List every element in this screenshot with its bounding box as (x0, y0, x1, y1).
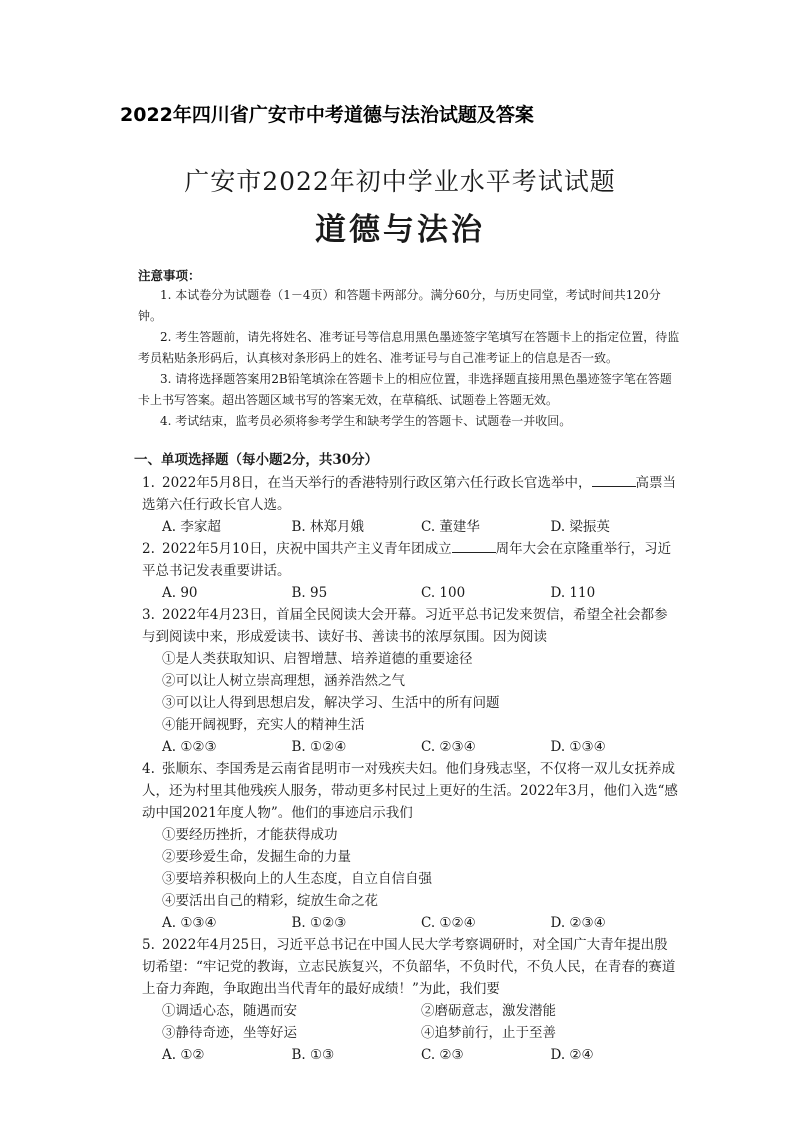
option: C. ②③④ (421, 739, 476, 755)
option: C. ①②④ (421, 915, 476, 931)
note-item: 2. 考生答题前，请先将姓名、准考证号等信息用黑色墨迹签字笔填写在答题卡上的指定位置，待监考员粘贴条形码后，认真核对条形码上的姓名、准考证号与自己准考证上的信息是否一致。 (138, 330, 680, 365)
option: C. ②③ (421, 1047, 464, 1063)
option: D. ①③④ (550, 739, 606, 755)
option: A. 90 (162, 585, 198, 601)
question-number: 3. (142, 607, 155, 623)
option: C. 董建华 (421, 519, 480, 535)
option: A. ①②③ (162, 739, 217, 755)
statement: ②磨砺意志，激发潜能 (421, 1003, 556, 1019)
statement: ④追梦前行，止于至善 (421, 1025, 556, 1041)
statement: ④要活出自己的精彩，绽放生命之花 (162, 893, 378, 909)
section-title: 一、单项选择题（每小题2分，共30分） (134, 452, 379, 468)
option: D. 110 (550, 585, 596, 601)
option: B. ①③ (291, 1047, 335, 1063)
question-4 (142, 758, 680, 824)
question-number: 4. (142, 761, 155, 777)
exam-subject: 道德与法治 (315, 212, 485, 248)
notes-block (120, 267, 680, 432)
statement: ②可以让人树立崇高理想，涵养浩然之气 (162, 673, 405, 689)
statements-row (162, 1022, 680, 1044)
option: D. 梁振英 (550, 519, 610, 535)
option: A. ①③④ (162, 915, 217, 931)
question-5 (142, 934, 680, 1000)
note-item: 4. 考试结束，监考员必须将参考学生和缺考学生的答题卡、试题卷一并收回。 (160, 414, 572, 428)
question-3 (142, 604, 680, 648)
note-item: 1. 本试卷分为试题卷（1－4页）和答题卡两部分。满分60分，与历史同堂，考试时间共120分钟。 (138, 288, 661, 323)
question-stem-part: 高票当选第六任行政长官人选。 (142, 475, 677, 513)
option: B. 林郑月娥 (291, 519, 365, 535)
option: A. 李家超 (162, 519, 221, 535)
options-row (162, 736, 680, 758)
note-item: 3. 请将选择题答案用2B铅笔填涂在答题卡上的相应位置，非选择题直接用黑色墨迹签字笔在答题卡上书写答案。超出答题区域书写的答案无效，在草稿纸、试题卷上答题无效。 (138, 372, 672, 407)
question-1 (142, 472, 680, 516)
statements-row (162, 1000, 680, 1022)
statement: ①是人类获取知识、启智增慧、培养道德的重要途径 (162, 651, 473, 667)
exam-title: 广安市2022年初中学业水平考试试题 (184, 167, 616, 196)
question-stem: 2022年4月23日，首届全民阅读大会开幕。习近平总书记发来贺信，希望全社会都参与到阅读中来，形成爱读书、读好书、善读书的浓厚氛围。因为阅读 (142, 607, 668, 645)
question-stem-part: 2022年5月8日，在当天举行的香港特别行政区第六任行政长官选举中， (162, 475, 592, 491)
question-number: 5. (142, 937, 155, 953)
statement: ①调适心态，随遇而安 (162, 1003, 297, 1019)
options-row (162, 516, 680, 538)
statement: ③要培养积极向上的人生态度，自立自信自强 (162, 871, 432, 887)
options-row (162, 582, 680, 604)
statement: ④能开阔视野，充实人的精神生活 (162, 717, 365, 733)
question-stem-part: 周年大会在京隆重举行，习近平总书记发表重要讲话。 (142, 541, 672, 579)
option: A. ①② (162, 1047, 205, 1063)
question-number: 1. (142, 475, 155, 491)
statement: ③可以让人得到思想启发，解决学习、生活中的所有问题 (162, 695, 500, 711)
option: D. ②④ (550, 1047, 594, 1063)
question-stem: 2022年4月25日，习近平总书记在中国人民大学考察调研时，对全国广大青年提出殷切希望：“牢记党的教诲，立志民族复兴，不负韶华，不负时代，不负人民，在青春的赛道上奋力奔跑，争取跑出当代青年的最好成绩！”为此，我们要 (142, 937, 676, 997)
option: B. 95 (291, 585, 328, 601)
question-number: 2. (142, 541, 155, 557)
option: B. ①②④ (291, 739, 347, 755)
question-2 (142, 538, 680, 582)
question-stem: 张顺东、李国秀是云南省昆明市一对残疾夫妇。他们身残志坚，不仅将一双儿女抚养成人，还为村里其他残疾人服务，带动更多村民过上更好的生活。2022年3月，他们入选“感动中国2021年度人物”。他们的事迹启示我们 (142, 761, 678, 821)
document-heading: 2022年四川省广安市中考道德与法治试题及答案 (120, 104, 534, 126)
option: C. 100 (421, 585, 466, 601)
statement: ②要珍爱生命，发掘生命的力量 (162, 849, 351, 865)
answer-blank (592, 474, 636, 487)
options-row (162, 1044, 680, 1066)
statement: ③静待奇迹，坐等好运 (162, 1025, 297, 1041)
options-row (162, 912, 680, 934)
option: D. ②③④ (550, 915, 606, 931)
exam-page-scan (120, 150, 680, 1066)
question-stem-part: 2022年5月10日，庆祝中国共产主义青年团成立 (162, 541, 452, 557)
statement: ①要经历挫折，才能获得成功 (162, 827, 338, 843)
answer-blank (452, 540, 496, 553)
notes-header: 注意事项： (138, 268, 201, 283)
option: B. ①②③ (291, 915, 347, 931)
